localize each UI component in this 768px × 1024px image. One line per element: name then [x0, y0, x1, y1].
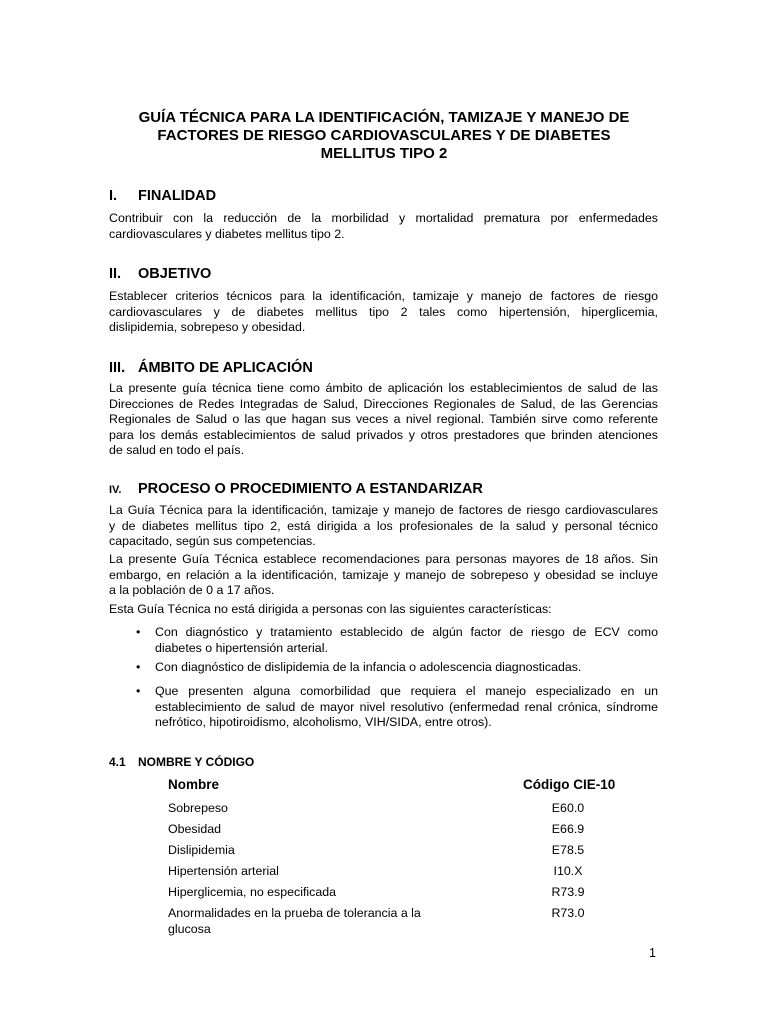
text-line: capacitado, según sus competencias.	[109, 534, 316, 549]
row-name	[168, 906, 448, 937]
section-title: OBJETIVO	[138, 266, 212, 282]
text-line: diabetes o hipertensión arterial.	[155, 640, 328, 655]
proceso-paragraph-2	[109, 552, 658, 599]
row-code: E60.0	[551, 801, 585, 815]
row-name-line: Anormalidades en la prueba de tolerancia a la	[168, 906, 421, 920]
row-name-line: glucosa	[168, 921, 211, 936]
subsection-number: 4.1	[109, 755, 126, 769]
text-line: La presente Guía Técnica establece recomendaciones para personas mayores de 18 años. Sin	[109, 552, 658, 566]
row-code: I10.X	[553, 864, 583, 878]
row-code: R73.9	[551, 885, 585, 899]
section-heading-proceso	[109, 481, 483, 497]
ambito-paragraph	[109, 381, 658, 459]
section-number: III.	[109, 360, 126, 376]
text-line: y de diabetes mellitus tipo 2, está dirigida a los profesionales de la salud y personal técnico	[109, 518, 658, 533]
bullet-icon: •	[136, 660, 141, 674]
title-line: FACTORES DE RIESGO CARDIOVASCULARES Y DE DIABETES	[157, 127, 611, 144]
row-name: Sobrepeso	[168, 801, 228, 815]
section-number: II.	[109, 266, 122, 282]
title-line: GUÍA TÉCNICA PARA LA IDENTIFICACIÓN, TAMIZAJE Y MANEJO DE	[138, 109, 630, 126]
section-heading-finalidad	[109, 188, 216, 204]
subsection-title: NOMBRE Y CÓDIGO	[138, 755, 255, 769]
text-line: a la población de 0 a 17 años.	[109, 583, 275, 598]
section-heading-objetivo	[109, 266, 211, 282]
text-line: Establecer criterios técnicos para la identificación, tamizaje y manejo de factores de riesgo	[109, 289, 658, 303]
section-number: I.	[109, 188, 118, 204]
column-header-name: Nombre	[168, 777, 220, 792]
text-line: Direcciones de Redes Integradas de Salud, Direcciones Regionales de Salud, de las Gerencias	[109, 396, 658, 411]
finalidad-paragraph	[109, 211, 658, 242]
section-heading-ambito	[109, 360, 313, 376]
bullet-icon: •	[136, 625, 141, 639]
text-line: embargo, en relación a la identificación, tamizaje y manejo de sobrepeso y obesidad se incluye	[109, 567, 658, 582]
section-number: IV.	[109, 484, 122, 496]
subsection-heading	[109, 755, 254, 769]
row-code: R73.0	[551, 906, 585, 920]
proceso-paragraph-1	[109, 503, 658, 550]
bullet-icon: •	[136, 684, 141, 698]
text-line: establecimiento de salud de mayor nivel resolutivo (enfermedad renal crónica, síndrome	[155, 699, 658, 714]
row-name: Obesidad	[168, 822, 222, 836]
objetivo-paragraph	[109, 289, 658, 336]
section-title: FINALIDAD	[138, 188, 217, 204]
page-number: 1	[649, 946, 656, 960]
text-line: Contribuir con la reducción de la morbilidad y mortalidad prematura por enfermedades	[109, 211, 658, 225]
text-line: de salud en todo el país.	[109, 443, 245, 458]
row-code: E66.9	[551, 822, 585, 836]
row-name: Hiperglicemia, no especificada	[168, 885, 337, 899]
row-name: Dislipidemia	[168, 843, 235, 857]
text-line: Esta Guía Técnica no está dirigida a personas con las siguientes características:	[109, 602, 552, 616]
text-line: Que presenten alguna comorbilidad que requiera el manejo especializado en un	[155, 684, 658, 698]
row-name: Hipertensión arterial	[168, 864, 279, 878]
text-line: La Guía Técnica para la identificación, tamizaje y manejo de factores de riesgo cardiovasculares	[109, 503, 658, 517]
text-line: nefrótico, hipotiroidismo, alcoholismo, VIH/SIDA, entre otros).	[155, 715, 492, 730]
text-line: para los demás establecimientos de salud privados y otros prestadores que brinden atenciones	[109, 427, 658, 442]
text-line: La presente guía técnica tiene como ámbito de aplicación los establecimientos de salud de las	[109, 381, 658, 395]
title-line: MELLITUS TIPO 2	[320, 145, 448, 162]
text-line: Regionales de Salud o las que hagan sus veces a nivel regional. También sirve como referente	[109, 412, 658, 427]
text-line: dislipidemia, sobrepeso y obesidad.	[109, 320, 306, 335]
text-line: cardiovasculares y de diabetes mellitus tipo 2 tales como hipertensión, hiperglicemia,	[109, 304, 658, 319]
section-title: ÁMBITO DE APLICACIÓN	[138, 360, 313, 376]
text-line: cardiovasculares y diabetes mellitus tipo 2.	[109, 226, 345, 241]
document-title	[90, 109, 678, 163]
section-title: PROCESO O PROCEDIMIENTO A ESTANDARIZAR	[138, 481, 483, 497]
column-header-code: Código CIE-10	[523, 777, 616, 792]
text-line: Con diagnóstico y tratamiento establecido de algún factor de riesgo de ECV como	[155, 625, 658, 639]
text-line: Con diagnóstico de dislipidemia de la infancia o adolescencia diagnosticadas.	[155, 660, 582, 674]
proceso-paragraph-3	[109, 602, 658, 618]
row-code: E78.5	[551, 843, 585, 857]
